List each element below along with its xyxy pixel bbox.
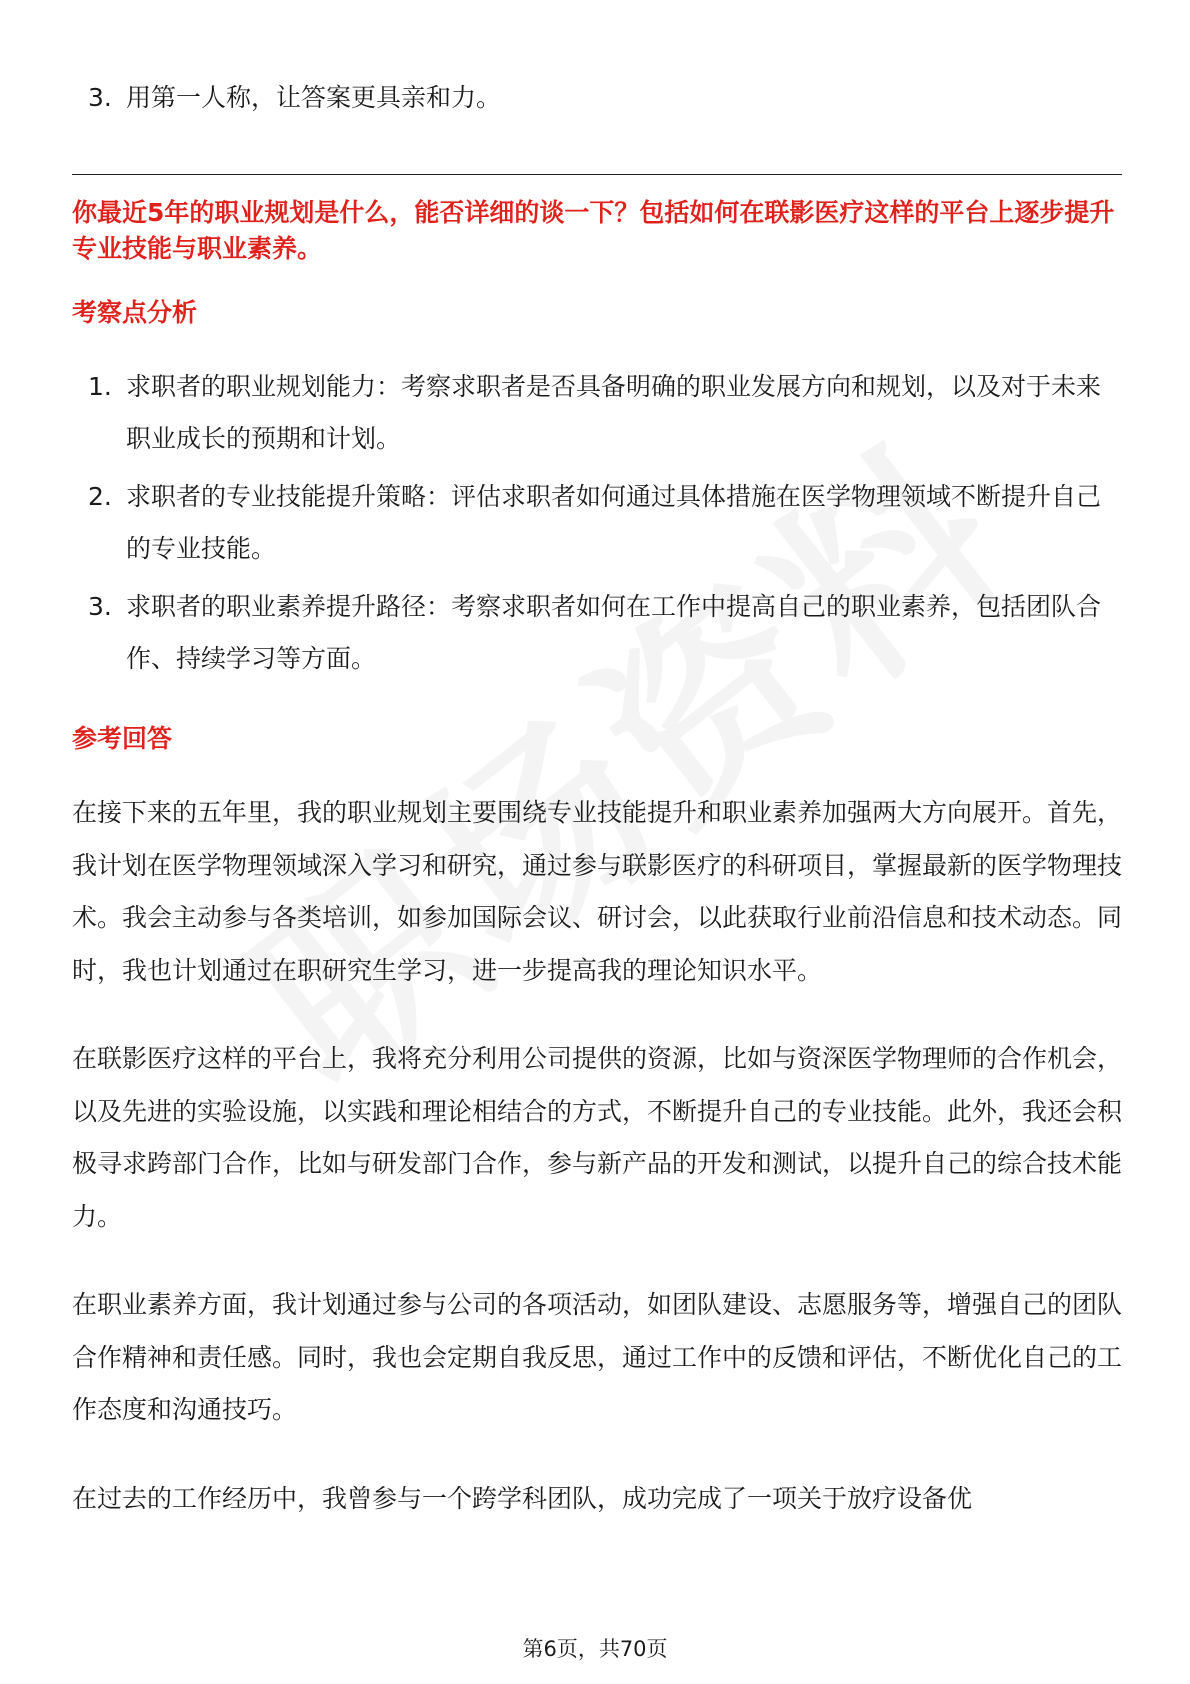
list-item-text: 求职者的职业素养提升路径：考察求职者如何在工作中提高自己的职业素养，包括团队合作、持续学习等方面。 bbox=[126, 592, 1102, 673]
list-item-number: 2. bbox=[88, 482, 112, 511]
list-item-number: 3. bbox=[88, 83, 112, 112]
list-item-text: 求职者的专业技能提升策略：评估求职者如何通过具体措施在医学物理领域不断提升自己的专业技能。 bbox=[126, 482, 1102, 563]
answer-paragraph: 在过去的工作经历中，我曾参与一个跨学科团队，成功完成了一项关于放疗设备优 bbox=[72, 1483, 973, 1513]
analysis-list bbox=[72, 361, 1122, 685]
list-item bbox=[72, 581, 1122, 685]
analysis-heading: 考察点分析 bbox=[72, 298, 198, 327]
list-item-number: 1. bbox=[88, 372, 112, 401]
list-item-number: 3. bbox=[88, 592, 112, 621]
answer-heading: 参考回答 bbox=[72, 724, 173, 753]
section-divider bbox=[72, 174, 1122, 175]
intro-list bbox=[72, 72, 1122, 124]
list-item-text: 用第一人称，让答案更具亲和力。 bbox=[126, 83, 502, 112]
answer-paragraph: 在接下来的五年里，我的职业规划主要围绕专业技能提升和职业素养加强两大方向展开。首先，我计划在医学物理领域深入学习和研究，通过参与联影医疗的科研项目，掌握最新的医学物理技术。我会主动参与各类培训，如参加国际会议、研讨会，以此获取行业前沿信息和技术动态。同时，我也计划通过在职研究生学习，进一步提高我的理论知识水平。 bbox=[72, 798, 1123, 985]
page-content bbox=[72, 72, 1122, 1561]
list-item bbox=[72, 361, 1122, 465]
interview-question: 你最近5年的职业规划是什么，能否详细的谈一下？包括如何在联影医疗这样的平台上逐步提升专业技能与职业素养。 bbox=[72, 198, 1115, 263]
answer-paragraph: 在职业素养方面，我计划通过参与公司的各项活动，如团队建设、志愿服务等，增强自己的团队合作精神和责任感。同时，我也会定期自我反思，通过工作中的反馈和评估，不断优化自己的工作态度和沟通技巧。 bbox=[72, 1290, 1123, 1424]
list-item-text: 求职者的职业规划能力：考察求职者是否具备明确的职业发展方向和规划，以及对于未来职业成长的预期和计划。 bbox=[126, 372, 1102, 453]
list-item bbox=[72, 471, 1122, 575]
answer-paragraph: 在联影医疗这样的平台上，我将充分利用公司提供的资源，比如与资深医学物理师的合作机会，以及先进的实验设施，以实践和理论相结合的方式，不断提升自己的专业技能。此外，我还会积极寻求跨部门合作，比如与研发部门合作，参与新产品的开发和测试，以提升自己的综合技术能力。 bbox=[72, 1044, 1123, 1231]
page-footer: 第6页，共70页 bbox=[522, 1637, 668, 1661]
list-item bbox=[72, 72, 1122, 124]
